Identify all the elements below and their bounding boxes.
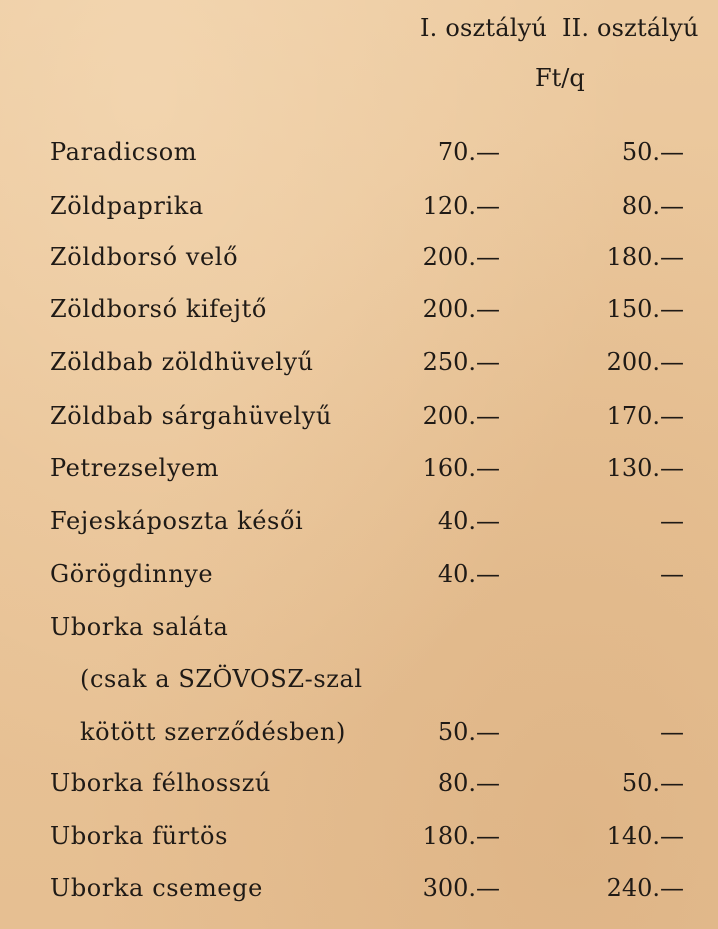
product-name: Görögdinnye — [50, 560, 214, 588]
price-second-class: 170.— — [606, 402, 684, 430]
price-first-class: 80.— — [437, 769, 500, 797]
table-row — [0, 556, 718, 592]
price-first-class: 300.— — [422, 874, 500, 902]
price-first-class: 200.— — [422, 295, 500, 323]
price-second-class: 50.— — [621, 138, 684, 166]
product-name: Fejeskáposzta késői — [50, 507, 304, 535]
table-row — [0, 818, 718, 854]
table-row — [0, 398, 718, 434]
price-second-class: 180.— — [606, 243, 684, 271]
price-second-class: — — [660, 718, 684, 746]
table-row — [0, 450, 718, 486]
price-first-class: 160.— — [422, 454, 500, 482]
table-row — [0, 291, 718, 327]
table-row — [0, 870, 718, 906]
table-row — [0, 765, 718, 801]
price-first-class: 50.— — [437, 718, 500, 746]
price-second-class: 130.— — [606, 454, 684, 482]
table-row — [0, 661, 718, 697]
table-row — [0, 239, 718, 275]
product-name: Zöldpaprika — [50, 192, 204, 220]
product-name: Zöldbab sárgahüvelyű — [50, 402, 332, 430]
product-name: Uborka saláta — [50, 613, 229, 641]
price-first-class: 70.— — [437, 138, 500, 166]
product-name: Zöldbab zöldhüvelyű — [50, 348, 314, 376]
price-first-class: 250.— — [422, 348, 500, 376]
table-row — [0, 188, 718, 224]
product-name: kötött szerződésben) — [80, 718, 347, 746]
product-name: Uborka csemege — [50, 874, 263, 902]
price-first-class: 40.— — [437, 560, 500, 588]
price-first-class: 40.— — [437, 507, 500, 535]
price-second-class: — — [660, 507, 684, 535]
price-first-class: 180.— — [422, 822, 500, 850]
table-row — [0, 609, 718, 645]
price-second-class: 80.— — [621, 192, 684, 220]
price-second-class: — — [660, 560, 684, 588]
price-second-class: 200.— — [606, 348, 684, 376]
price-first-class: 200.— — [422, 243, 500, 271]
price-second-class: 140.— — [606, 822, 684, 850]
table-row — [0, 714, 718, 750]
column-header-second-class: II. osztályú — [562, 14, 699, 42]
product-name: Petrezselyem — [50, 454, 220, 482]
table-row — [0, 503, 718, 539]
column-header-first-class: I. osztályú — [420, 14, 547, 42]
product-name: Paradicsom — [50, 138, 198, 166]
product-name: Zöldborsó kifejtő — [50, 295, 267, 323]
price-second-class: 150.— — [606, 295, 684, 323]
product-name: (csak a SZÖVOSZ-szal — [80, 665, 363, 693]
unit-label: Ft/q — [535, 64, 585, 92]
price-first-class: 120.— — [422, 192, 500, 220]
product-name: Uborka félhosszú — [50, 769, 271, 797]
table-row — [0, 344, 718, 380]
price-second-class: 240.— — [606, 874, 684, 902]
product-name: Zöldborsó velő — [50, 243, 239, 271]
price-second-class: 50.— — [621, 769, 684, 797]
product-name: Uborka fürtös — [50, 822, 229, 850]
table-row — [0, 134, 718, 170]
price-first-class: 200.— — [422, 402, 500, 430]
